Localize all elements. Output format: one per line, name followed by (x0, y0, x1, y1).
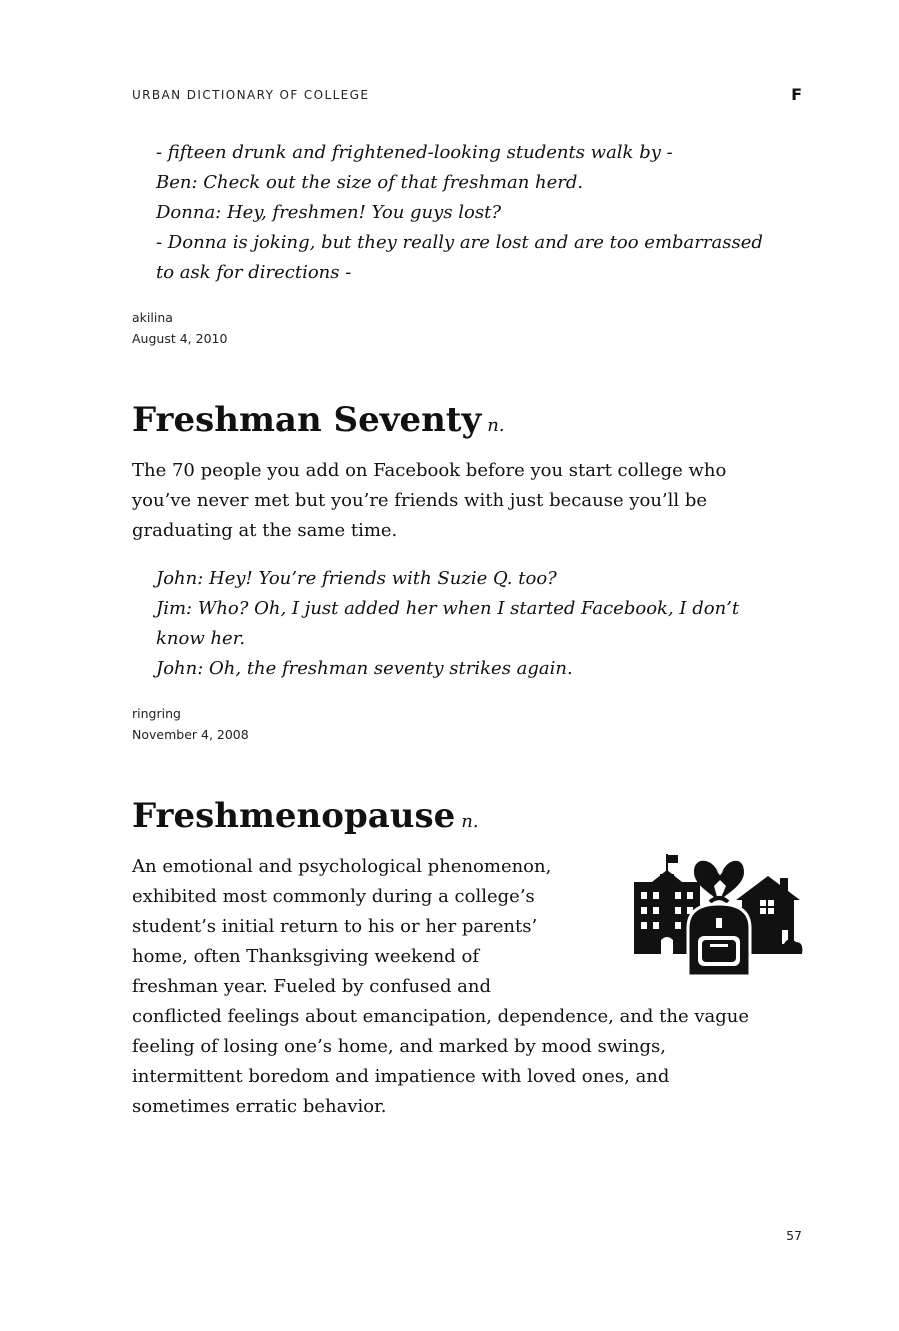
example-line: John: Oh, the freshman seventy strikes again. (156, 658, 573, 679)
example-line: John: Hey! You’re friends with Suzie Q. too? (156, 568, 557, 589)
example-line: - Donna is joking, but they really are lost and are too embarrassed (156, 232, 763, 253)
part-of-speech: n. (487, 415, 505, 436)
broken-heart-icon (694, 861, 744, 900)
entry-author: ringring (132, 706, 181, 721)
entry-definition (132, 456, 792, 546)
part-of-speech: n. (461, 811, 479, 832)
entry-headword (132, 398, 505, 448)
definition-line: intermittent boredom and impatience with loved ones, and (132, 1066, 670, 1087)
entry-date: November 4, 2008 (132, 727, 249, 742)
definition-line: feeling of losing one’s home, and marked by mood swings, (132, 1036, 666, 1057)
example-line: to ask for directions - (156, 262, 352, 283)
definition-line: you’ve never met but you’re friends with just because you’ll be (132, 490, 708, 511)
definition-line: freshman year. Fueled by confused and (132, 976, 492, 997)
example-line: Ben: Check out the size of that freshman herd. (156, 172, 584, 193)
example-block (156, 564, 796, 684)
running-header-title: URBAN DICTIONARY OF COLLEGE (132, 88, 370, 102)
headword-text: Freshmenopause (132, 796, 456, 836)
entry-headword (132, 794, 479, 844)
definition-line: exhibited most commonly during a college’s (132, 886, 535, 907)
definition-line: student’s initial return to his or her parents’ (132, 916, 538, 937)
entry-author: akilina (132, 310, 173, 325)
definition-line: The 70 people you add on Facebook before you start college who (132, 460, 727, 481)
page-number: 57 (786, 1228, 802, 1243)
entry-meta (132, 307, 227, 349)
backpack-icon (688, 898, 750, 976)
headword-text: Freshman Seventy (132, 400, 482, 440)
definition-line: graduating at the same time. (132, 520, 398, 541)
example-line: - fifteen drunk and frightened-looking students walk by - (156, 142, 673, 163)
entry-meta (132, 703, 249, 745)
example-line: Donna: Hey, freshmen! You guys lost? (156, 202, 501, 223)
definition-line: sometimes erratic behavior. (132, 1096, 387, 1117)
example-line: Jim: Who? Oh, I just added her when I started Facebook, I don’t (156, 598, 740, 619)
freshmenopause-illustration (632, 852, 804, 978)
definition-line: conflicted feelings about emancipation, dependence, and the vague (132, 1006, 750, 1027)
definition-line: home, often Thanksgiving weekend of (132, 946, 480, 967)
definition-line: An emotional and psychological phenomenon, (132, 856, 552, 877)
entry-date: August 4, 2010 (132, 331, 228, 346)
example-line: know her. (156, 628, 246, 649)
example-block (156, 138, 796, 288)
section-letter: F (791, 85, 802, 104)
